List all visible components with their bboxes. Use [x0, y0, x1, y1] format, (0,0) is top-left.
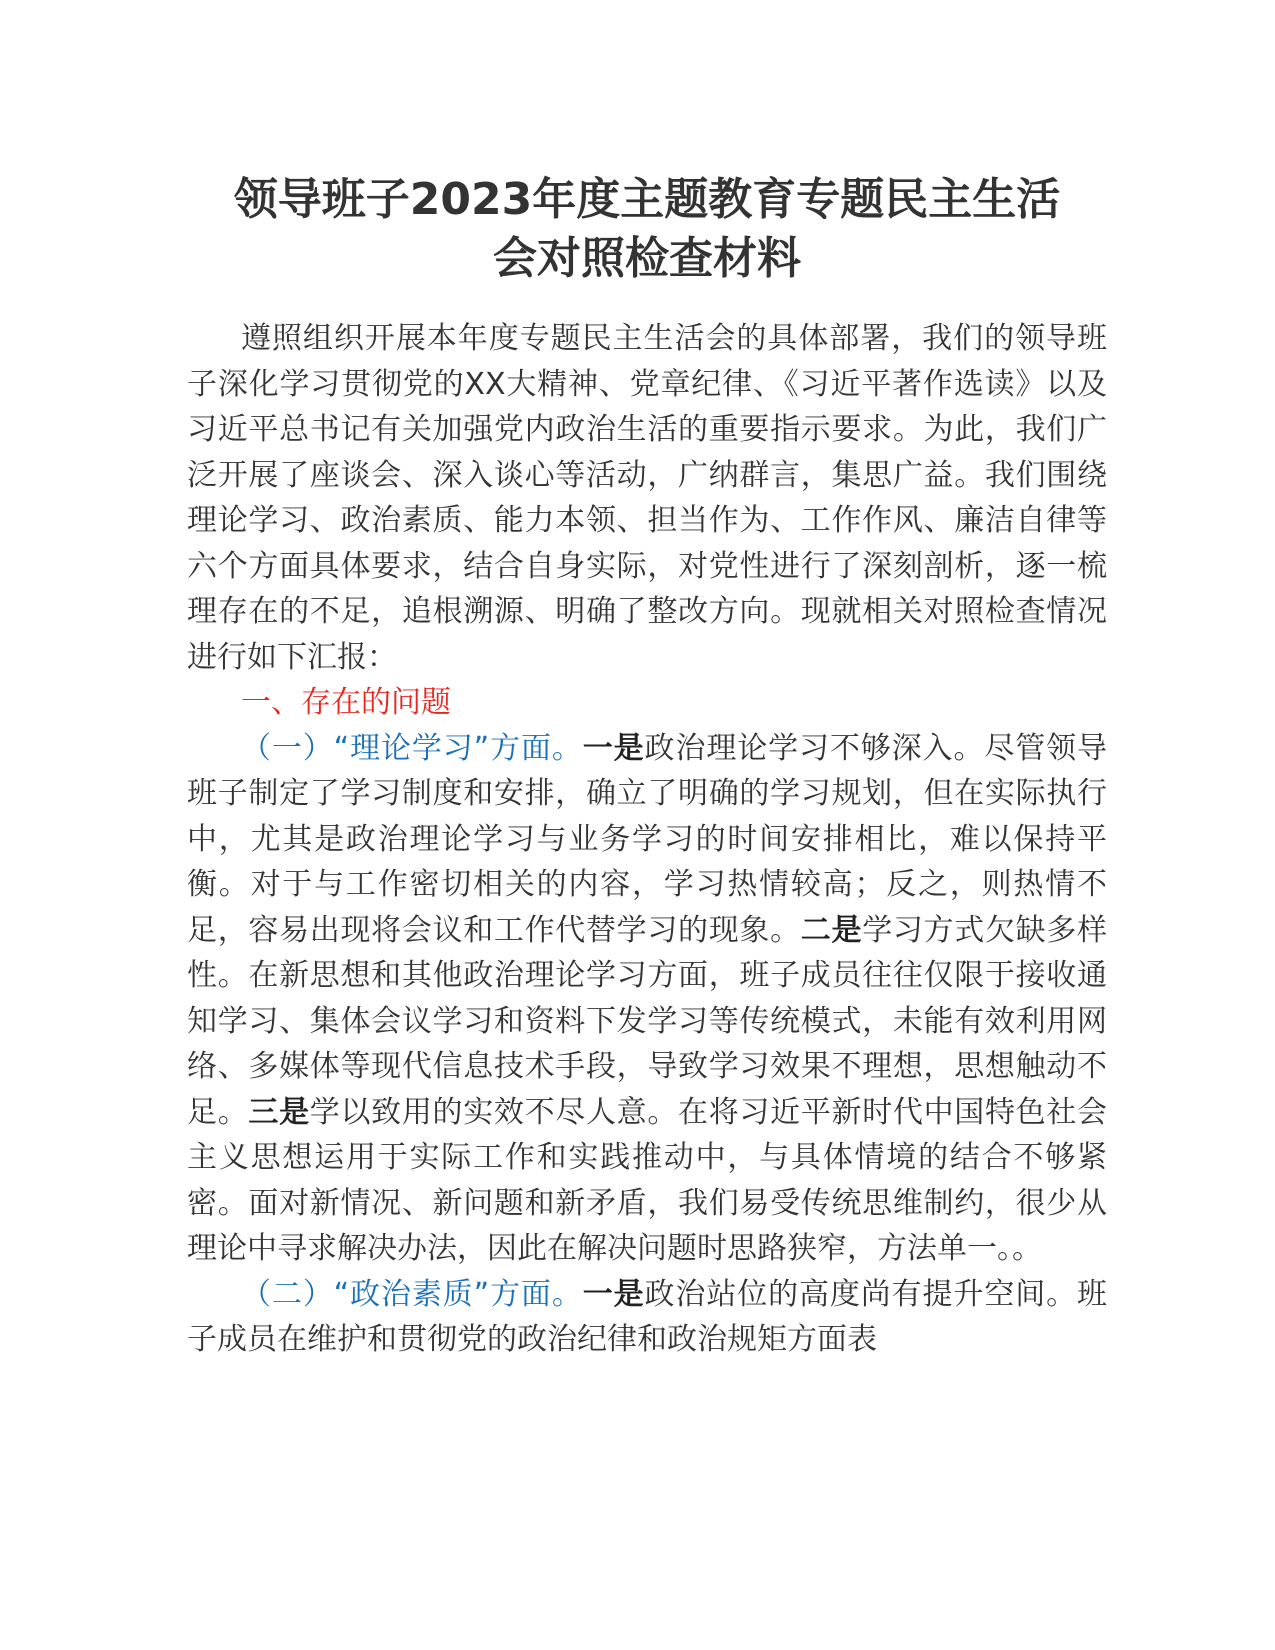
title-line-2: 会对照检查材料	[493, 233, 801, 284]
document-title	[187, 170, 1107, 288]
subsection-theory-study	[187, 726, 1107, 1272]
point-text: 政治理论学习不够深入。尽管领导班子制定了学习制度和安排，确立了明确的学习规划，但在实际执行中，尤其是政治理论学习与业务学习的时间安排相比，难以保持平衡。对于与工作密切相关的内容，学习热情较高；反之，则热情不足，容易出现将会议和工作代替学习的现象。	[187, 730, 1107, 948]
subsection-political-quality	[187, 1272, 1107, 1363]
point-text: 学以致用的实效不尽人意。在将习近平新时代中国特色社会主义思想运用于实际工作和实践推动中，与具体情境的结合不够紧密。面对新情况、新问题和新矛盾，我们易受传统思维制约，很少从理论中寻求解决办法，因此在解决问题时思路狭窄，方法单一。。	[187, 1094, 1108, 1266]
subsection-heading: （二）“政治素质”方面。	[241, 1276, 583, 1312]
point-label: 三是	[248, 1094, 310, 1130]
point-label: 一是	[582, 1276, 645, 1312]
title-line-1: 领导班子2023年度主题教育专题民主生活	[233, 174, 1061, 225]
point-label: 一是	[582, 730, 645, 766]
intro-paragraph: 遵照组织开展本年度专题民主生活会的具体部署，我们的领导班子深化学习贯彻党的XX大精神、党章纪律、《习近平著作选读》以及习近平总书记有关加强党内政治生活的重要指示要求。为此，我们广泛开展了座谈会、深入谈心等活动，广纳群言，集思广益。我们围绕理论学习、政治素质、能力本领、担当作为、工作作风、廉洁自律等六个方面具体要求，结合自身实际，对党性进行了深刻剖析，逐一梳理存在的不足，追根溯源、明确了整改方向。现就相关对照检查情况进行如下汇报：	[187, 321, 1107, 675]
point-label: 二是	[800, 912, 863, 948]
document-page	[187, 170, 1107, 1363]
point-text: 政治站位的高度尚有提升空间。班子成员在维护和贯彻党的政治纪律和政治规矩方面表	[187, 1276, 1107, 1357]
subsection-heading: （一）“理论学习”方面。	[241, 730, 583, 766]
point-text: 学习方式欠缺多样性。在新思想和其他政治理论学习方面，班子成员往往仅限于接收通知学习、集体会议学习和资料下发学习等传统模式，未能有效利用网络、多媒体等现代信息技术手段，导致学习效果不理想，思想触动不足。	[187, 912, 1108, 1130]
section-heading-problems: 一、存在的问题	[241, 685, 451, 720]
